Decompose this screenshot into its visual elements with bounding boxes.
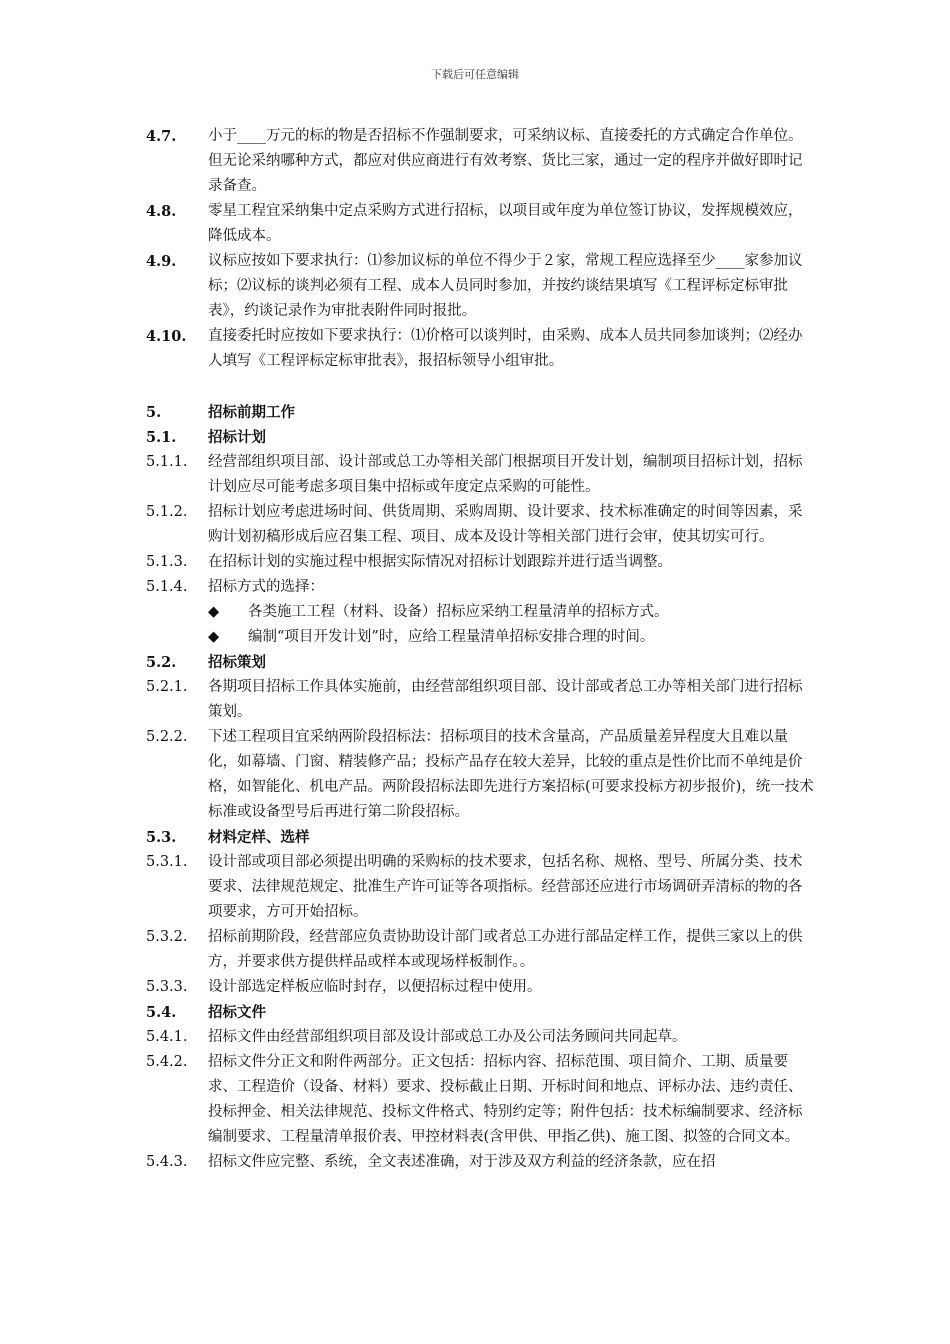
clause-4-10 bbox=[146, 324, 816, 374]
clause-5-1-3 bbox=[146, 550, 816, 575]
section-5-heading bbox=[146, 400, 816, 425]
section-number: 5. bbox=[146, 404, 162, 421]
section-title: 材料定样、选样 bbox=[208, 829, 310, 846]
clause-text: 设计部选定样板应临时封存，以便招标过程中使用。 bbox=[208, 979, 542, 995]
bullet-item bbox=[146, 600, 816, 625]
clause-text: 各期项目招标工作具体实施前，由经营部组织项目部、设计部或者总工办等相关部门进行招标策划。 bbox=[208, 679, 803, 720]
clause-text: 招标计划应考虑进场时间、供货周期、采购周期、设计要求、技术标准确定的时间等因素，采购计划初稿形成后应召集工程、项目、成本及设计等相关部门进行会审，使其切实可行。 bbox=[208, 504, 803, 545]
section-title: 招标策划 bbox=[208, 654, 266, 671]
clause-5-3-2 bbox=[146, 925, 816, 975]
clause-number: 4.8. bbox=[146, 203, 177, 220]
clause-number: 5.4.2. bbox=[146, 1054, 188, 1070]
section-number: 5.3. bbox=[146, 829, 177, 846]
clause-number: 5.1.1. bbox=[146, 454, 188, 470]
clause-text: 招标文件应完整、系统，全文表述准确，对于涉及双方利益的经济条款，应在招 bbox=[208, 1154, 716, 1170]
clause-text: 招标方式的选择： bbox=[208, 579, 324, 595]
section-5-3-heading bbox=[146, 825, 816, 850]
clause-text: 下述工程项目宜采纳两阶段招标法：招标项目的技术含量高，产品质量差异程度大且难以量化，如幕墙、门窗、精装修产品；投标产品存在较大差异，比较的重点是性价比而不单纯是价格，如智能化、机电产品。两阶段招标法即先进行方案招标(可要求投标方初步报价)，统一技术标准或设备型号后再进行第二阶段招标。 bbox=[208, 729, 814, 820]
clause-5-4-3 bbox=[146, 1150, 816, 1175]
clause-number: 5.4.3. bbox=[146, 1154, 188, 1170]
section-spacer bbox=[146, 374, 816, 400]
section-5-1-heading bbox=[146, 425, 816, 450]
clause-number: 4.10. bbox=[146, 328, 187, 345]
clause-5-3-1 bbox=[146, 850, 816, 925]
diamond-bullet-icon: ◆ bbox=[208, 629, 220, 645]
clause-text: 经营部组织项目部、设计部或总工办等相关部门根据项目开发计划，编制项目招标计划，招标计划应尽可能考虑多项目集中招标或年度定点采购的可能性。 bbox=[208, 454, 803, 495]
section-5-4-heading bbox=[146, 1000, 816, 1025]
clause-number: 5.1.3. bbox=[146, 554, 188, 570]
clause-number: 5.3.2. bbox=[146, 929, 188, 945]
clause-5-4-1 bbox=[146, 1025, 816, 1050]
section-number: 5.1. bbox=[146, 429, 177, 446]
clause-5-3-3 bbox=[146, 975, 816, 1000]
clause-number: 4.9. bbox=[146, 253, 177, 270]
clause-number: 5.1.4. bbox=[146, 579, 188, 595]
clause-5-1-1 bbox=[146, 450, 816, 500]
clause-text: 在招标计划的实施过程中根据实际情况对招标计划跟踪并进行适当调整。 bbox=[208, 554, 672, 570]
section-title: 招标文件 bbox=[208, 1004, 266, 1021]
clause-number: 4.7. bbox=[146, 128, 177, 145]
clause-5-1-4 bbox=[146, 575, 816, 600]
section-title: 招标前期工作 bbox=[208, 404, 295, 421]
clause-5-1-2 bbox=[146, 500, 816, 550]
clause-text: 招标文件分正文和附件两部分。正文包括：招标内容、招标范围、项目简介、工期、质量要求、工程造价（设备、材料）要求、投标截止日期、开标时间和地点、评标办法、违约责任、投标押金、相关法律规范、投标文件格式、特别约定等；附件包括：技术标编制要求、经济标编制要求、工程量清单报价表、甲控材料表(含甲供、甲指乙供)、施工图、拟签的合同文本。 bbox=[208, 1054, 803, 1145]
clause-5-4-2 bbox=[146, 1050, 816, 1150]
clause-number: 5.1.2. bbox=[146, 504, 188, 520]
clause-4-9 bbox=[146, 249, 816, 324]
clause-text: 零星工程宜采纳集中定点采购方式进行招标，以项目或年度为单位签订协议，发挥规模效应，降低成本。 bbox=[208, 203, 803, 244]
clause-text: 设计部或项目部必须提出明确的采购标的技术要求，包括名称、规格、型号、所属分类、技术要求、法律规范规定、批准生产许可证等各项指标。经营部还应进行市场调研弄清标的物的各项要求，方可开始招标。 bbox=[208, 854, 803, 920]
bullet-text: 编制“项目开发计划”时，应给工程量清单招标安排合理的时间。 bbox=[248, 629, 655, 645]
clause-text: 议标应按如下要求执行：⑴参加议标的单位不得少于２家，常规工程应选择至少____家参加议标；⑵议标的谈判必须有工程、成本人员同时参加，并按约谈结果填写《工程评标定标审批表》，约谈记录作为审批表附件同时报批。 bbox=[208, 253, 803, 319]
clause-number: 5.2.2. bbox=[146, 729, 188, 745]
document-body bbox=[146, 124, 816, 1175]
clause-text: 直接委托时应按如下要求执行：⑴价格可以谈判时，由采购、成本人员共同参加谈判；⑵经办人填写《工程评标定标审批表》，报招标领导小组审批。 bbox=[208, 328, 803, 369]
diamond-bullet-icon: ◆ bbox=[208, 604, 220, 620]
bullet-item bbox=[146, 625, 816, 650]
clause-4-7 bbox=[146, 124, 816, 199]
clause-number: 5.2.1. bbox=[146, 679, 188, 695]
clause-text: 招标前期阶段，经营部应负责协助设计部门或者总工办进行部品定样工作，提供三家以上的供方，并要求供方提供样品或样本或现场样板制作。。 bbox=[208, 929, 803, 970]
section-5-2-heading bbox=[146, 650, 816, 675]
clause-text: 招标文件由经营部组织项目部及设计部或总工办及公司法务顾问共同起草。 bbox=[208, 1029, 687, 1045]
clause-number: 5.4.1. bbox=[146, 1029, 188, 1045]
clause-5-2-2 bbox=[146, 725, 816, 825]
clause-text: 小于____万元的标的物是否招标不作强制要求，可采纳议标、直接委托的方式确定合作单位。但无论采纳哪种方式，都应对供应商进行有效考察、货比三家，通过一定的程序并做好即时记录备查。 bbox=[208, 128, 803, 194]
section-number: 5.2. bbox=[146, 654, 177, 671]
page-header: 下载后可任意编辑 bbox=[431, 68, 519, 81]
clause-number: 5.3.1. bbox=[146, 854, 188, 870]
bullet-text: 各类施工工程（材料、设备）招标应采纳工程量清单的招标方式。 bbox=[248, 604, 669, 620]
section-title: 招标计划 bbox=[208, 429, 266, 446]
section-number: 5.4. bbox=[146, 1004, 177, 1021]
clause-4-8 bbox=[146, 199, 816, 249]
clause-5-2-1 bbox=[146, 675, 816, 725]
clause-number: 5.3.3. bbox=[146, 979, 188, 995]
